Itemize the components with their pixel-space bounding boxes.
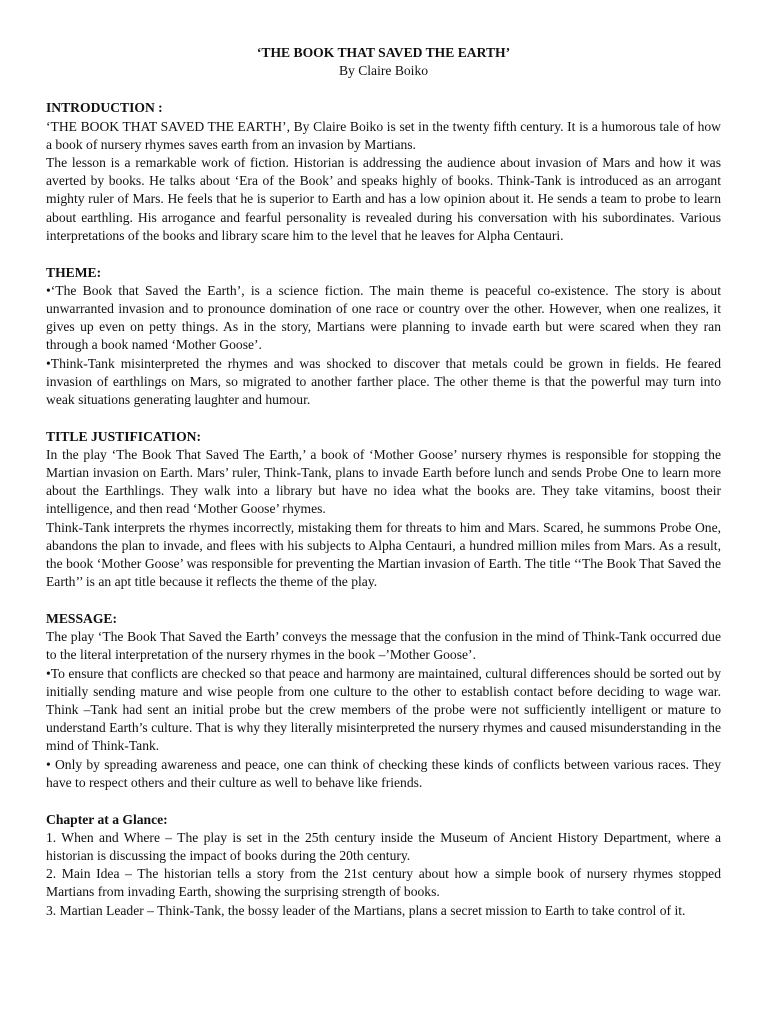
paragraph: ‘THE BOOK THAT SAVED THE EARTH’, By Claire Boiko is set in the twenty fifth century. It is a humorous tale of how a book of nursery rhymes saves earth from an invasion by Martians.	[46, 118, 721, 152]
section-theme	[46, 264, 721, 410]
paragraph: • Only by spreading awareness and peace, one can think of checking these kinds of conflicts between various races. They have to respect others and their culture as well to behave like friends.	[46, 756, 721, 790]
section-introduction	[46, 99, 721, 245]
paragraph: •To ensure that conflicts are checked so that peace and harmony are maintained, cultural differences should be sorted out by initially sending mature and wise people from one culture to the other to establish contact before deciding to wage war. Think –Tank had sent an initial probe but the crew members of the probe were not sufficiently intelligent or mature to understand Earth’s culture. That is why they literally misinterpreted the nursery rhymes and caused misunderstanding in the mind of Think-Tank.	[46, 665, 721, 754]
section-message	[46, 610, 721, 792]
document-author: By Claire Boiko	[338, 63, 429, 79]
list-item: 3. Martian Leader – Think-Tank, the bossy leader of the Martians, plans a secret mission to Earth to take control of it.	[46, 902, 686, 918]
section-chapter-at-a-glance	[46, 811, 721, 920]
paragraph: Think-Tank interprets the rhymes incorrectly, mistaking them for threats to him and Mars. Scared, he summons Probe One, abandons the plan to invade, and flees with his subjects to Alpha Centauri, a hundred million miles from Mars. As a result, the book ‘Mother Goose’ was responsible for preventing the Martian invasion of Earth. The title ‘‘The Book That Saved the Earth’’ is an apt title because it reflects the theme of the play.	[46, 519, 721, 590]
list-item: 1. When and Where – The play is set in the 25th century inside the Museum of Ancient History Department, where a historian is discussing the impact of books during the 20th century.	[46, 829, 721, 863]
section-heading: INTRODUCTION :	[46, 100, 163, 116]
document-page	[46, 44, 721, 920]
list-item: 2. Main Idea – The historian tells a story from the 21st century about how a simple book of nursery rhymes stopped Martians from invading Earth, showing the surprising strength of books.	[46, 866, 721, 900]
paragraph: •Think-Tank misinterpreted the rhymes and was shocked to discover that metals could be grown in fields. He feared invasion of earthlings on Mars, so migrated to another farther place. The other theme is that the powerful may turn into weak situations generating laughter and humour.	[46, 355, 721, 407]
document-title: ‘THE BOOK THAT SAVED THE EARTH’	[256, 45, 511, 60]
section-title-justification	[46, 428, 721, 592]
paragraph: •‘The Book that Saved the Earth’, is a science fiction. The main theme is peaceful co-existence. The story is about unwarranted invasion and to pronounce domination of one race or country over the other. However, when one realizes, it gives up even on petty things. As in the story, Martians were planning to invade earth but were scared when they ran through a book named ‘Mother Goose’.	[46, 282, 721, 353]
section-heading: TITLE JUSTIFICATION:	[46, 428, 201, 444]
section-heading: MESSAGE:	[46, 610, 118, 626]
section-heading: THEME:	[46, 264, 102, 280]
section-heading: Chapter at a Glance:	[46, 811, 168, 827]
paragraph: The play ‘The Book That Saved the Earth’ conveys the message that the confusion in the mind of Think-Tank occurred due to the literal interpretation of the nursery rhymes in the book –’Mother Goose’.	[46, 629, 721, 663]
paragraph: In the play ‘The Book That Saved The Earth,’ a book of ‘Mother Goose’ nursery rhymes is responsible for stopping the Martian invasion on Earth. Mars’ ruler, Think-Tank, plans to invade Earth before lunch and sends Probe One to learn more about the Earthlings. They walk into a library but have no idea what the books are. They take vitamins, boost their intelligence, and then read ‘Mother Goose’ rhymes.	[46, 446, 721, 517]
paragraph: The lesson is a remarkable work of fiction. Historian is addressing the audience about invasion of Mars and how it was averted by books. He talks about ‘Era of the Book’ and speaks highly of books. Think-Tank is introduced as an arrogant mighty ruler of Mars. He feels that he is superior to Earth and has a low opinion about it. He sends a team to probe to learn about earthling. His arrogance and fearful personality is revealed during his conversation with his subordinates. Various interpretations of the books and library scare him to the level that he leaves for Alpha Centauri.	[46, 155, 721, 243]
